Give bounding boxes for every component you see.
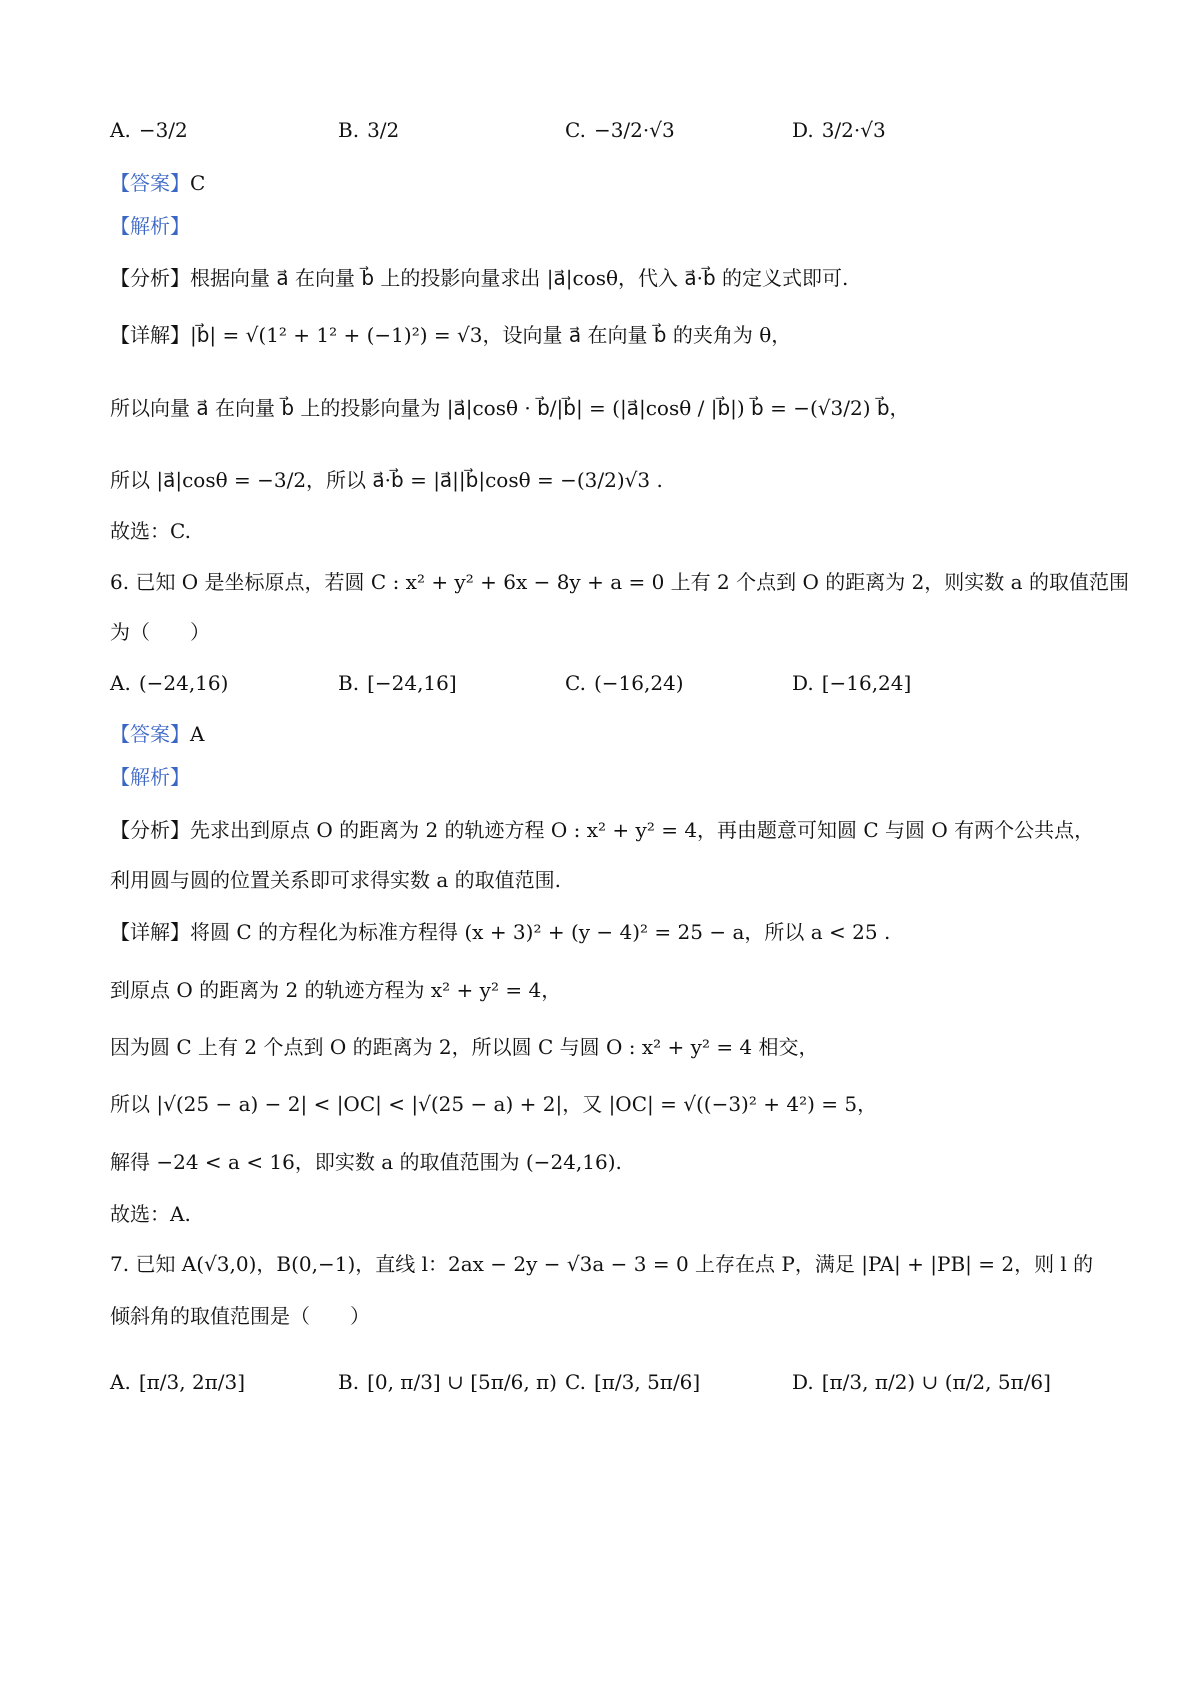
option-text: −3/2·√3 <box>593 118 675 142</box>
choose-text: 故选：C. <box>110 519 191 543</box>
fenxi-tag: 【分析】 <box>110 266 190 290</box>
option-text: [π/3, 2π/3] <box>138 1370 246 1394</box>
analysis-tag: 【解析】 <box>110 765 190 789</box>
option-text: [0, π/3] ∪ [5π/6, π) <box>367 1370 557 1394</box>
option-label: B. <box>338 1370 360 1394</box>
solution-text: 所以 |a⃗|cosθ = −3/2，所以 a⃗·b⃗ = |a⃗||b⃗|cosθ = −(3/2)√3 . <box>110 468 663 492</box>
option-label: C. <box>565 1370 586 1394</box>
option-label: C. <box>565 671 586 695</box>
option-label: B. <box>338 671 360 695</box>
option-label: D. <box>792 118 814 142</box>
fenxi-text: 先求出到原点 O 的距离为 2 的轨迹方程 O : x² + y² = 4，再由题意可知圆 C 与圆 O 有两个公共点， <box>190 818 1095 842</box>
q5-options <box>110 100 1110 160</box>
xiangjie-tag: 【详解】 <box>110 323 190 347</box>
fenxi-tag: 【分析】 <box>110 818 190 842</box>
question-stem: 6. 已知 O 是坐标原点，若圆 C : x² + y² + 6x − 8y + a = 0 上有 2 个点到 O 的距离为 2，则实数 a 的取值范围 <box>110 570 1129 594</box>
q6-solution-line-3 <box>110 1032 1110 1062</box>
option-text: 3/2·√3 <box>821 118 886 142</box>
q5-solution-line-3 <box>110 465 1110 495</box>
q5-xiangjie-line <box>110 320 1110 350</box>
option-text: (−24,16) <box>138 671 229 695</box>
q7-option-c <box>565 1352 700 1412</box>
q5-option-a <box>110 100 188 160</box>
analysis-tag: 【解析】 <box>110 214 190 238</box>
solution-text: 解得 −24 < a < 16，即实数 a 的取值范围为 (−24,16). <box>110 1150 622 1174</box>
option-text: [−16,24] <box>821 671 912 695</box>
option-label: B. <box>338 118 360 142</box>
solution-text: 因为圆 C 上有 2 个点到 O 的距离为 2，所以圆 C 与圆 O : x² + y² = 4 相交， <box>110 1035 819 1059</box>
q5-option-b <box>338 100 399 160</box>
q6-option-a <box>110 653 228 713</box>
option-label: A. <box>110 118 131 142</box>
q6-analysis-tag-line <box>110 762 1110 792</box>
option-text: 3/2 <box>367 118 400 142</box>
option-label: A. <box>110 671 131 695</box>
question-stem: 倾斜角的取值范围是（ ） <box>110 1304 370 1328</box>
q5-solution-line-2 <box>110 393 1110 423</box>
q6-answer-line <box>110 719 1110 749</box>
q6-option-c <box>565 653 684 713</box>
q5-choose-line <box>110 516 1110 546</box>
option-label: A. <box>110 1370 131 1394</box>
option-text: (−16,24) <box>593 671 684 695</box>
option-label: D. <box>792 671 814 695</box>
q6-stem-line-2 <box>110 617 1110 647</box>
solution-text: 所以 |√(25 − a) − 2| < |OC| < |√(25 − a) + 2|，又 |OC| = √((−3)² + 4²) = 5， <box>110 1092 878 1116</box>
xiangjie-tag: 【详解】 <box>110 920 190 944</box>
choose-text: 故选：A. <box>110 1202 191 1226</box>
option-label: C. <box>565 118 586 142</box>
answer-value: C <box>190 171 206 195</box>
q6-solution-line-5 <box>110 1147 1110 1177</box>
option-text: [π/3, 5π/6] <box>593 1370 701 1394</box>
xiangjie-text: 将圆 C 的方程化为标准方程得 (x + 3)² + (y − 4)² = 25 − a，所以 a < 25 . <box>190 920 891 944</box>
xiangjie-text: |b⃗| = √(1² + 1² + (−1)²) = √3，设向量 a⃗ 在向量 b⃗ 的夹角为 θ， <box>190 323 792 347</box>
q7-stem-line-1 <box>110 1249 1110 1279</box>
q5-option-d <box>792 100 886 160</box>
option-text: −3/2 <box>138 118 188 142</box>
q7-option-b <box>338 1352 557 1412</box>
q6-solution-line-2 <box>110 975 1110 1005</box>
q6-option-b <box>338 653 457 713</box>
option-text: [π/3, π/2) ∪ (π/2, 5π/6] <box>821 1370 1051 1394</box>
fenxi-text: 利用圆与圆的位置关系即可求得实数 a 的取值范围. <box>110 868 561 892</box>
q6-fenxi-line-1 <box>110 815 1110 845</box>
solution-text: 所以向量 a⃗ 在向量 b⃗ 上的投影向量为 |a⃗|cosθ · b⃗/|b⃗| = (|a⃗|cosθ / |b⃗|) b⃗ = −(√3/2) b⃗， <box>110 396 910 420</box>
fenxi-text: 根据向量 a⃗ 在向量 b⃗ 上的投影向量求出 |a⃗|cosθ，代入 a⃗·b⃗ 的定义式即可. <box>190 266 849 290</box>
answer-tag: 【答案】 <box>110 722 190 746</box>
solution-text: 到原点 O 的距离为 2 的轨迹方程为 x² + y² = 4， <box>110 978 562 1002</box>
q5-analysis-tag-line <box>110 211 1110 241</box>
q7-stem-line-2 <box>110 1301 1110 1331</box>
answer-value: A <box>190 722 205 746</box>
q5-option-c <box>565 100 675 160</box>
q7-option-a <box>110 1352 245 1412</box>
q5-answer-line <box>110 168 1110 198</box>
q6-stem-line-1 <box>110 567 1129 597</box>
q6-solution-line-4 <box>110 1089 1110 1119</box>
answer-tag: 【答案】 <box>110 171 190 195</box>
q7-option-d <box>792 1352 1051 1412</box>
question-stem: 7. 已知 A(√3,0)，B(0,−1)，直线 l：2ax − 2y − √3a − 3 = 0 上存在点 P，满足 |PA| + |PB| = 2，则 l 的 <box>110 1252 1094 1276</box>
option-label: D. <box>792 1370 814 1394</box>
option-text: [−24,16] <box>367 671 457 695</box>
q6-choose-line <box>110 1199 1110 1229</box>
q7-options <box>110 1352 1110 1412</box>
q6-xiangjie-line <box>110 917 1110 947</box>
q6-fenxi-line-2 <box>110 865 1110 895</box>
q5-fenxi-line <box>110 263 1110 293</box>
q6-options <box>110 653 1110 713</box>
question-stem: 为（ ） <box>110 620 210 644</box>
q6-option-d <box>792 653 911 713</box>
